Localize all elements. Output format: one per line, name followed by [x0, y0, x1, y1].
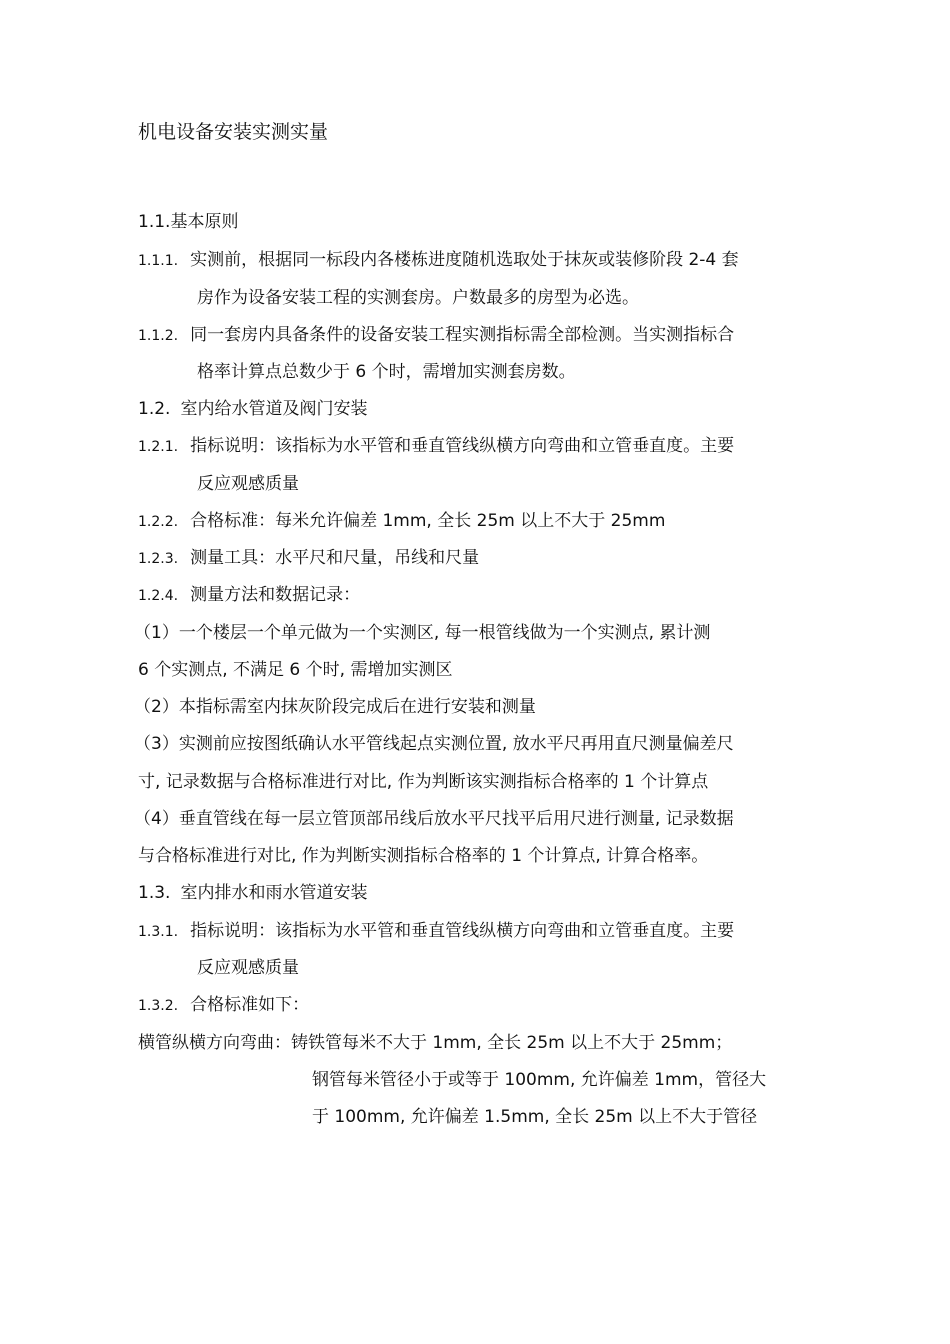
section-title: 室内给水管道及阀门安装	[180, 399, 368, 419]
section-title: 基本原则	[170, 212, 239, 232]
section-title: 室内排水和雨水管道安装	[180, 883, 368, 903]
section-1-2-heading	[138, 398, 367, 420]
item-1-2-4	[138, 584, 360, 607]
section-number: 1.3.	[138, 883, 171, 903]
paragraph-4-line-2: 与合格标准进行对比, 作为判断实测指标合格率的 1 个计算点, 计算合格率。	[138, 846, 709, 866]
item-number: 1.1.1.	[138, 253, 179, 269]
item-number: 1.1.2.	[138, 328, 179, 344]
item-1-3-1-line-1	[138, 920, 734, 943]
item-1-1-2-line-1	[138, 324, 734, 347]
paragraph-1-line-2: 6 个实测点, 不满足 6 个时, 需增加实测区	[138, 660, 453, 680]
item-text: 合格标准：每米允许偏差 1mm, 全长 25m 以上不大于 25mm	[190, 511, 666, 531]
paragraph-4-line-1: （4）垂直管线在每一层立管顶部吊线后放水平尺找平后用尺进行测量, 记录数据	[134, 809, 734, 829]
paragraph-3-line-2: 寸, 记录数据与合格标准进行对比, 作为判断该实测指标合格率的 1 个计算点	[138, 772, 709, 792]
standard-label: 横管纵横方向弯曲：	[138, 1033, 291, 1053]
section-1-1-heading	[138, 211, 238, 233]
section-number: 1.2.	[138, 399, 171, 419]
item-text: 测量工具：水平尺和尺量，吊线和尺量	[190, 548, 480, 568]
section-1-3-heading	[138, 882, 367, 904]
document-title: 机电设备安装实测实量	[138, 121, 329, 143]
paragraph-2-line-1: （2）本指标需室内抹灰阶段完成后在进行安装和测量	[134, 697, 536, 717]
item-text: 指标说明：该指标为水平管和垂直管线纵横方向弯曲和立管垂直度。主要	[190, 921, 735, 941]
item-number: 1.3.2.	[138, 998, 179, 1014]
item-1-3-2	[138, 994, 309, 1017]
item-text: 实测前，根据同一标段内各楼栋进度随机选取处于抹灰或装修阶段 2-4 套	[190, 250, 739, 270]
paragraph-1-line-1: （1）一个楼层一个单元做为一个实测区, 每一根管线做为一个实测点, 累计测	[134, 623, 711, 643]
item-1-1-1-line-1	[138, 249, 739, 272]
item-text: 同一套房内具备条件的设备安装工程实测指标需全部检测。当实测指标合	[190, 325, 735, 345]
item-number: 1.2.2.	[138, 514, 179, 530]
item-1-2-2	[138, 510, 665, 533]
standard-text: 铸铁管每米不大于 1mm, 全长 25m 以上不大于 25mm；	[291, 1033, 733, 1053]
item-text: 测量方法和数据记录：	[190, 585, 361, 605]
item-number: 1.2.1.	[138, 439, 179, 455]
standard-line-3: 于 100mm, 允许偏差 1.5mm, 全长 25m 以上不大于管径	[312, 1107, 758, 1127]
item-text: 合格标准如下：	[190, 995, 310, 1015]
item-text: 指标说明：该指标为水平管和垂直管线纵横方向弯曲和立管垂直度。主要	[190, 436, 735, 456]
paragraph-3-line-1: （3）实测前应按图纸确认水平管线起点实测位置, 放水平尺再用直尺测量偏差尺	[134, 734, 734, 754]
item-1-1-2-line-2: 格率计算点总数少于 6 个时，需增加实测套房数。	[197, 362, 576, 382]
item-1-3-1-line-2: 反应观感质量	[197, 958, 299, 978]
item-1-1-1-line-2: 房作为设备安装工程的实测套房。户数最多的房型为必选。	[197, 288, 639, 308]
standard-line-1	[138, 1032, 732, 1054]
item-1-2-3	[138, 547, 479, 570]
item-number: 1.2.3.	[138, 551, 179, 567]
item-1-2-1-line-2: 反应观感质量	[197, 474, 299, 494]
item-1-2-1-line-1	[138, 435, 734, 458]
section-number: 1.1.	[138, 212, 171, 232]
standard-line-2: 钢管每米管径小于或等于 100mm, 允许偏差 1mm，管径大	[312, 1070, 767, 1090]
item-number: 1.3.1.	[138, 924, 179, 940]
item-number: 1.2.4.	[138, 588, 179, 604]
